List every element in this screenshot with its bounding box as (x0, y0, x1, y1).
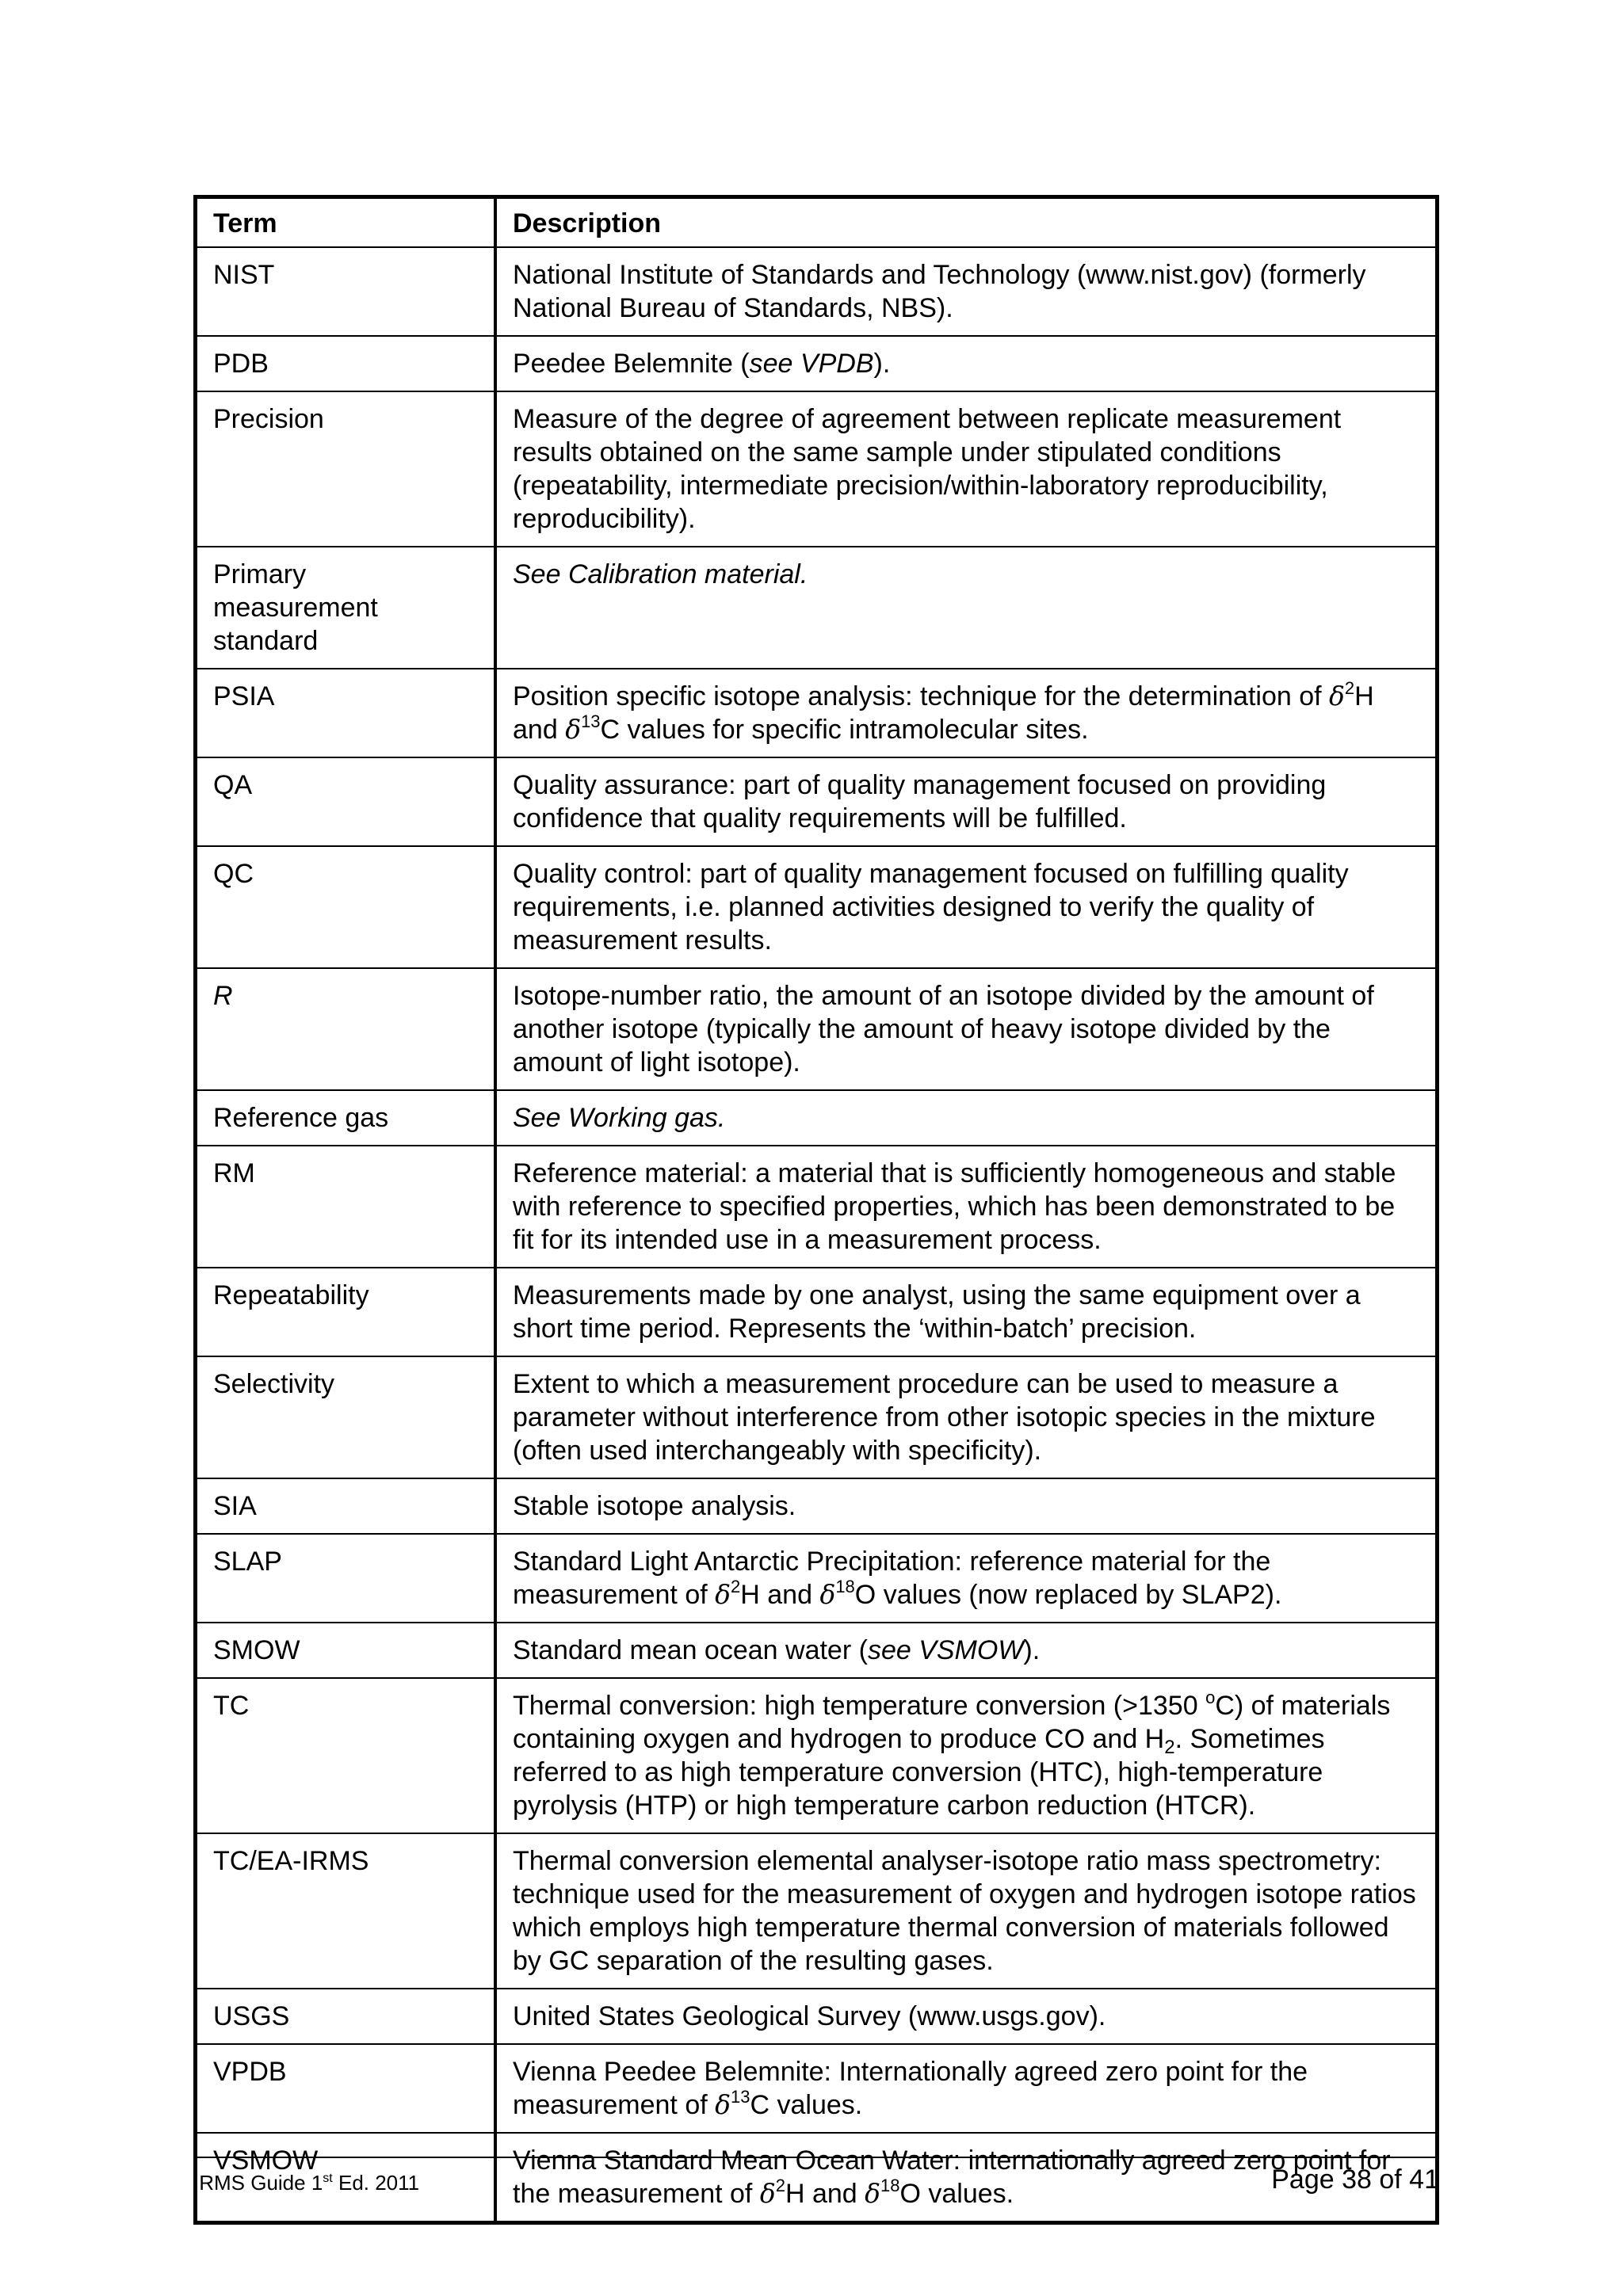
footer-divider (193, 2157, 1439, 2158)
header-row (196, 197, 1438, 248)
term-cell: SLAP (196, 1534, 496, 1623)
superscript: 13 (581, 711, 601, 731)
description-cell: Extent to which a measurement procedure can be used to measure a parameter without interference from other isotopic species in the mixture (often used interchangeably with specificity). (495, 1356, 1438, 1478)
text: H and (513, 681, 1374, 745)
glossary-table (193, 195, 1439, 2225)
description-cell: See Calibration material. (495, 547, 1438, 669)
table-row (196, 757, 1438, 846)
superscript: 18 (835, 1577, 855, 1596)
text: H and (740, 1580, 820, 1610)
text: O values. (899, 2179, 1014, 2209)
superscript: 2 (775, 2176, 785, 2195)
table-row (196, 336, 1438, 391)
delta-symbol: δ (715, 2089, 731, 2120)
table-row (196, 1989, 1438, 2044)
text: Vienna Standard Mean Ocean Water: internationally agreed zero point for the measurement of (513, 2145, 1391, 2209)
table-row (196, 1678, 1438, 1833)
text: ). (1023, 1635, 1041, 1665)
table-row (196, 1833, 1438, 1989)
table-row (196, 391, 1438, 547)
term-cell: USGS (196, 1989, 496, 2044)
description-cell (495, 336, 1438, 391)
text: Peedee Belemnite ( (513, 349, 750, 379)
delta-symbol: δ (1329, 681, 1345, 711)
term-cell: Precision (196, 391, 496, 547)
text: Standard mean ocean water ( (513, 1635, 868, 1665)
description-cell: Reference material: a material that is sufficiently homogeneous and stable with reference to specified properties, which has been demonstrated to be fit for its intended use in a measurement process. (495, 1146, 1438, 1268)
description-cell (495, 2044, 1438, 2133)
delta-symbol: δ (565, 714, 582, 745)
superscript: st (323, 2172, 333, 2185)
term-cell: VSMOW (196, 2133, 496, 2223)
table-row (196, 1268, 1438, 1356)
table-row (196, 2044, 1438, 2133)
description-cell (495, 669, 1438, 757)
term-cell: RM (196, 1146, 496, 1268)
term-cell: QA (196, 757, 496, 846)
text: C) of materials containing oxygen and hydrogen to produce CO and H (513, 1691, 1391, 1754)
term-cell: R (196, 968, 496, 1090)
table-row (196, 1478, 1438, 1534)
header-term: Term (196, 197, 496, 248)
subscript: 2 (1164, 1737, 1175, 1758)
term-cell: TC/EA-IRMS (196, 1833, 496, 1989)
text: O values (now replaced by SLAP2). (854, 1580, 1282, 1610)
footer-guide-title (193, 2171, 419, 2195)
description-cell (495, 1534, 1438, 1623)
description-cell: Thermal conversion elemental analyser-isotope ratio mass spectrometry: technique used for the measurement of oxygen and hydrogen isotope ratios which employs high temperature thermal conversion of materials followed by GC separation of the resulting gases. (495, 1833, 1438, 1989)
superscript: o (1205, 1688, 1216, 1707)
table-row (196, 547, 1438, 669)
table-row (196, 1534, 1438, 1623)
text: Position specific isotope analysis: technique for the determination of (513, 681, 1330, 711)
description-cell: National Institute of Standards and Technology (www.nist.gov) (formerly National Bureau of Standards, NBS). (495, 247, 1438, 336)
superscript: 2 (1344, 678, 1355, 698)
cross-ref: see VPDB (749, 349, 874, 379)
table-row (196, 1356, 1438, 1478)
text: IRMS Guide 1 (193, 2171, 323, 2195)
table-row (196, 968, 1438, 1090)
table-row (196, 1146, 1438, 1268)
table-row (196, 247, 1438, 336)
superscript: 2 (731, 1577, 741, 1596)
delta-symbol: δ (715, 1579, 731, 1610)
term-cell: Repeatability (196, 1268, 496, 1356)
term-cell: SMOW (196, 1623, 496, 1678)
superscript: 13 (731, 2087, 750, 2107)
text: Ed. 2011 (332, 2171, 420, 2195)
term-cell: PSIA (196, 669, 496, 757)
text: ). (873, 349, 891, 379)
term-cell: QC (196, 846, 496, 968)
description-cell: Measure of the degree of agreement between replicate measurement results obtained on the same sample under stipulated conditions (repeatability, intermediate precision/within-laboratory reproducibility, reproducibility). (495, 391, 1438, 547)
text: . Sometimes referred to as high temperature conversion (HTC), high-temperature pyrolysis (HTP) or high temperature carbon reduction (HTCR). (513, 1724, 1325, 1821)
header-description: Description (495, 197, 1438, 248)
text: C values. (750, 2090, 863, 2120)
description-cell: Measurements made by one analyst, using the same equipment over a short time period. Represents the ‘within-batch’ precision. (495, 1268, 1438, 1356)
table-row (196, 669, 1438, 757)
term-cell: Selectivity (196, 1356, 496, 1478)
term-cell: Primary measurement standard (196, 547, 496, 669)
description-cell: Isotope-number ratio, the amount of an isotope divided by the amount of another isotope (typically the amount of heavy isotope divided by the amount of light isotope). (495, 968, 1438, 1090)
text: Standard Light Antarctic Precipitation: reference material for the measurement of (513, 1547, 1271, 1610)
term-cell: PDB (196, 336, 496, 391)
table-row (196, 1090, 1438, 1146)
delta-symbol: δ (819, 1579, 836, 1610)
description-cell: Quality assurance: part of quality management focused on providing confidence that quality requirements will be fulfilled. (495, 757, 1438, 846)
description-cell (495, 1678, 1438, 1833)
description-cell: United States Geological Survey (www.usgs.gov). (495, 1989, 1438, 2044)
term-cell: SIA (196, 1478, 496, 1534)
description-cell: Quality control: part of quality management focused on fulfilling quality requirements, i.e. planned activities designed to verify the quality of measurement results. (495, 846, 1438, 968)
text: C values for specific intramolecular sites. (600, 715, 1089, 745)
text: H and (785, 2179, 865, 2209)
superscript: 18 (880, 2176, 900, 2195)
description-cell: See Working gas. (495, 1090, 1438, 1146)
term-cell: TC (196, 1678, 496, 1833)
term-cell: NIST (196, 247, 496, 336)
page-number: Page 38 of 41 (1271, 2164, 1439, 2195)
delta-symbol: δ (865, 2178, 881, 2209)
text: Thermal conversion: high temperature conversion (>1350 (513, 1691, 1206, 1721)
text: Vienna Peedee Belemnite: Internationally agreed zero point for the measurement of (513, 2057, 1308, 2120)
term-cell: Reference gas (196, 1090, 496, 1146)
description-cell: Stable isotope analysis. (495, 1478, 1438, 1534)
term-cell: VPDB (196, 2044, 496, 2133)
table-row (196, 1623, 1438, 1678)
cross-ref: see VSMOW (867, 1635, 1024, 1665)
delta-symbol: δ (759, 2178, 776, 2209)
table-row (196, 846, 1438, 968)
description-cell (495, 1623, 1438, 1678)
